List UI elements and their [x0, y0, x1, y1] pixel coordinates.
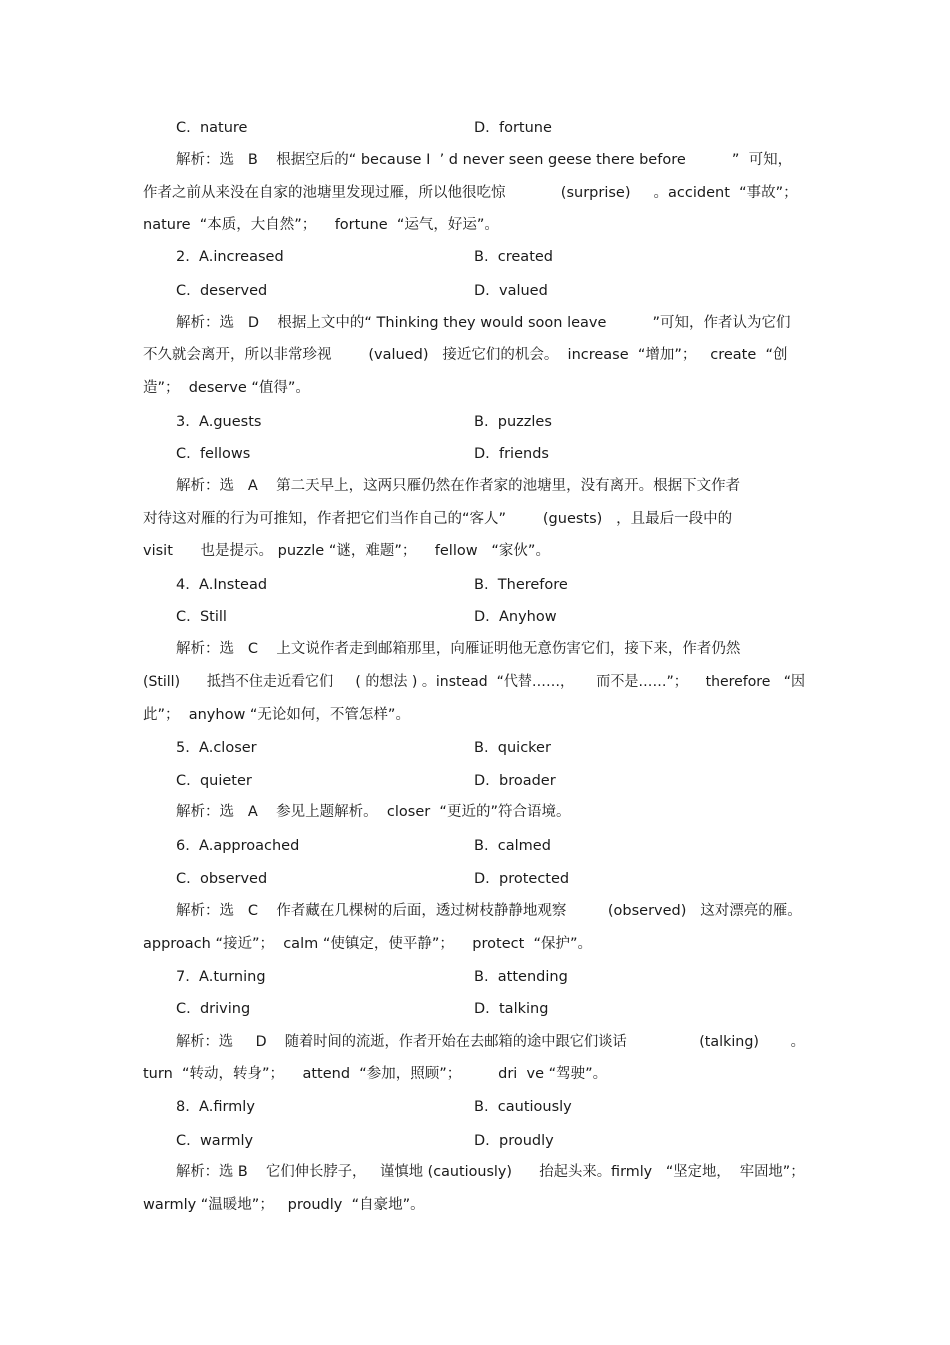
- option-d: D. Anyhow: [474, 609, 557, 625]
- option-a: 2. A.increased: [176, 249, 284, 265]
- analysis-line: visit 也是提示。 puzzle “谜，难题”； fellow “家伙”。: [143, 543, 550, 559]
- option-c: C. observed: [176, 871, 268, 887]
- option-b: B. calmed: [474, 838, 551, 854]
- option-d: D. fortune: [474, 120, 552, 136]
- analysis-line: (Still) 抵挡不住走近看它们 ( 的想法 ) 。instead “代替……， 而不是……”； therefore “因: [143, 674, 806, 690]
- option-b: B. Therefore: [474, 577, 568, 593]
- analysis-line: turn “转动，转身”； attend “参加，照顾”； dri ve “驾驶”。: [143, 1066, 608, 1082]
- option-a: 7. A.turning: [176, 969, 266, 985]
- analysis-line: 此”； anyhow “无论如何，不管怎样”。: [143, 707, 410, 723]
- option-a: 4. A.Instead: [176, 577, 268, 593]
- analysis-line: 解析：选 D 随着时间的流逝，作者开始在去邮箱的途中跟它们谈话 (talking) 。: [176, 1034, 805, 1050]
- option-c: C. warmly: [176, 1133, 254, 1149]
- analysis-line: approach “接近”； calm “使镇定，使平静”； protect “保护”。: [143, 936, 593, 952]
- option-c: C. nature: [176, 120, 248, 136]
- option-c: C. quieter: [176, 773, 252, 789]
- analysis-line: warmly “温暖地”； proudly “自豪地”。: [143, 1197, 425, 1213]
- option-d: D. valued: [474, 283, 548, 299]
- option-c: C. driving: [176, 1001, 251, 1017]
- analysis-line: 解析：选 A 第二天早上，这两只雁仍然在作者家的池塘里，没有离开。根据下文作者: [176, 478, 741, 494]
- option-d: D. broader: [474, 773, 556, 789]
- analysis-line: 解析：选 D 根据上文中的“ Thinking they would soon leave ”可知，作者认为它们: [176, 315, 791, 331]
- option-a: 3. A.guests: [176, 414, 262, 430]
- analysis-line: 作者之前从来没在自家的池塘里发现过雁，所以他很吃惊 (surprise) 。accident “事故”；: [143, 185, 798, 201]
- analysis-line: 不久就会离开，所以非常珍视 (valued) 接近它们的机会。 increase “增加”； create “创: [143, 347, 788, 363]
- option-d: D. friends: [474, 446, 549, 462]
- option-c: C. Still: [176, 609, 227, 625]
- option-c: C. deserved: [176, 283, 268, 299]
- analysis-line: nature “本质，大自然”； fortune “运气，好运”。: [143, 217, 499, 233]
- option-d: D. protected: [474, 871, 570, 887]
- analysis-line: 造”； deserve “值得”。: [143, 380, 310, 396]
- option-b: B. quicker: [474, 740, 551, 756]
- option-a: 6. A.approached: [176, 838, 300, 854]
- option-b: B. attending: [474, 969, 568, 985]
- option-b: B. puzzles: [474, 414, 552, 430]
- analysis-line: 解析：选 A 参见上题解析。 closer “更近的”符合语境。: [176, 804, 571, 820]
- option-d: D. talking: [474, 1001, 549, 1017]
- analysis-line: 解析：选 C 上文说作者走到邮箱那里，向雁证明他无意伤害它们，接下来，作者仍然: [176, 641, 741, 657]
- option-b: B. cautiously: [474, 1099, 572, 1115]
- option-c: C. fellows: [176, 446, 251, 462]
- analysis-line: 解析：选 B 它们伸长脖子， 谨慎地 (cautiously) 抬起头来。firmly “坚定地， 牢固地”；: [176, 1164, 805, 1180]
- option-b: B. created: [474, 249, 554, 265]
- analysis-line: 解析：选 B 根据空后的“ because I ’ d never seen geese there before ” 可知，: [176, 152, 793, 168]
- option-a: 8. A.firmly: [176, 1099, 255, 1115]
- analysis-line: 解析：选 C 作者藏在几棵树的后面，透过树枝静静地观察 (observed) 这对漂亮的雁。: [176, 903, 802, 919]
- analysis-line: 对待这对雁的行为可推知，作者把它们当作自己的“客人” (guests) ，且最后一段中的: [143, 511, 733, 527]
- option-a: 5. A.closer: [176, 740, 257, 756]
- option-d: D. proudly: [474, 1133, 554, 1149]
